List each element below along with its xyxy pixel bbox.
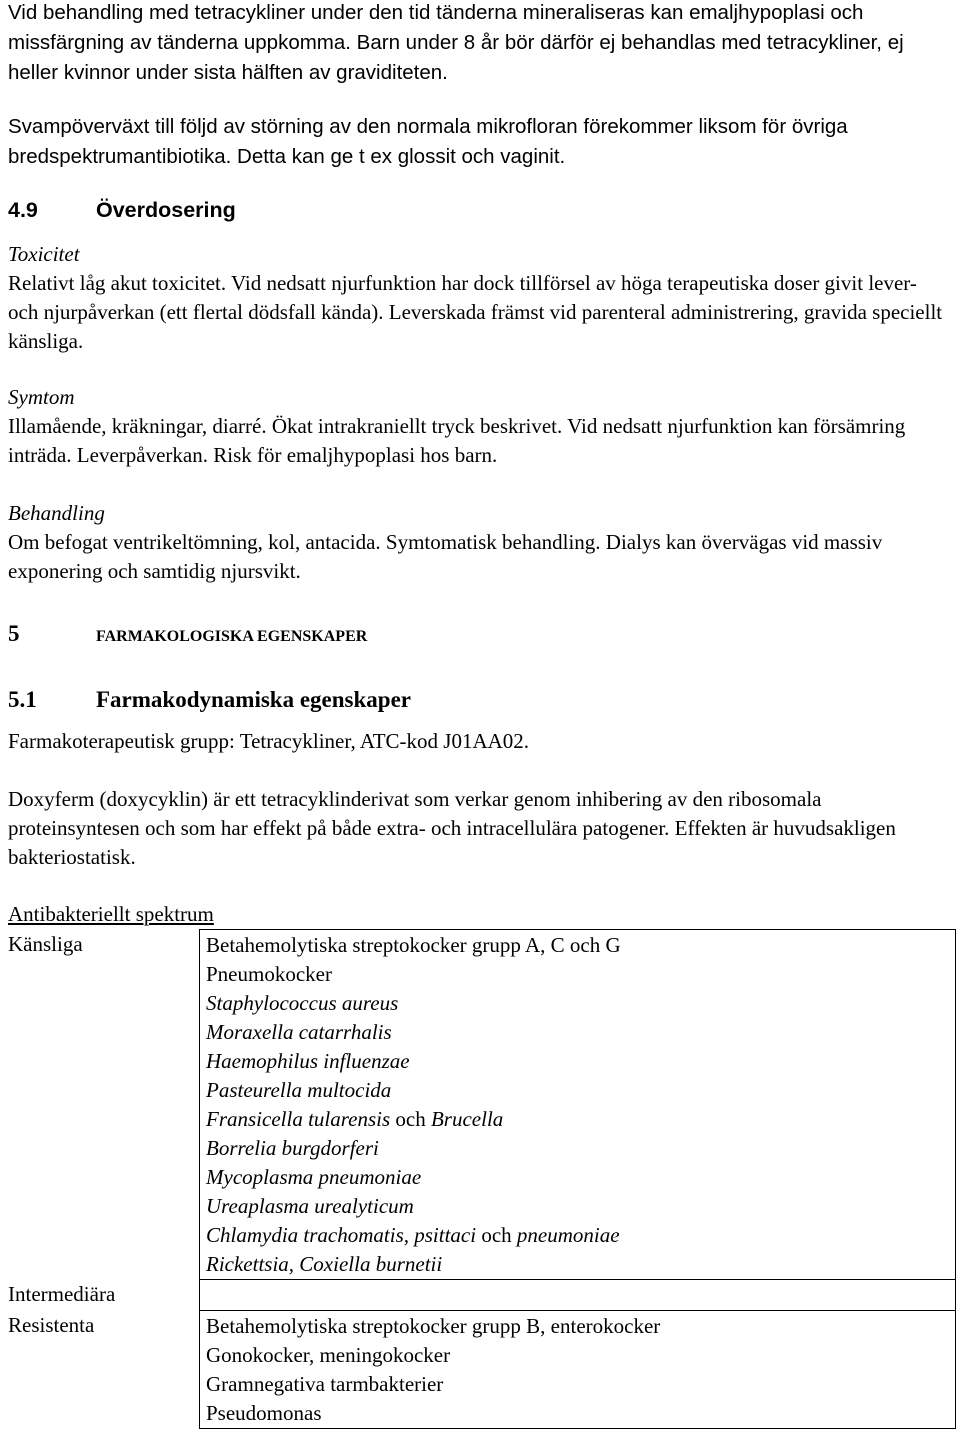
category-intermediate: Intermediära <box>8 1281 116 1306</box>
resistant-organisms <box>200 1311 956 1429</box>
category-resistant: Resistenta <box>8 1312 95 1337</box>
list-item: Gramnegativa tarmbakterier <box>206 1372 444 1396</box>
subheading-toxicitet: Toxicitet <box>8 242 80 266</box>
paragraph-tooth-warning: Vid behandling med tetracykliner under den tid tänderna mineraliseras kan emaljhypoplasi och missfärgning av tänderna uppkomma. Barn under 8 år bör därför ej behandlas med tetracykliner, ej heller kvinnor under sista hälften av graviditeten. <box>8 1 904 84</box>
spectrum-table <box>2 929 956 1429</box>
section-number: 5 <box>8 621 20 646</box>
intermediate-organisms <box>200 1280 956 1311</box>
heading-antibacterial-spectrum: Antibakteriellt spektrum <box>8 902 214 926</box>
organism-name: pneumoniae <box>516 1223 620 1247</box>
section-heading-5 <box>8 619 950 651</box>
paragraph-atc-group: Farmakoterapeutisk grupp: Tetracykliner, ATC-kod J01AA02. <box>8 729 530 753</box>
paragraph-doxyferm: Doxyferm (doxycyklin) är ett tetracyklinderivat som verkar genom inhibering av den ribosomala proteinsyntesen och som har effekt på både extra- och intracellulära patogener. Effekten är huvudsakligen bakteriostatisk. <box>8 787 896 869</box>
section-title: Farmakodynamiska egenskaper <box>96 687 411 712</box>
conjunction: och <box>476 1223 517 1247</box>
list-item: Staphylococcus aureus <box>206 991 399 1015</box>
list-item: Mycoplasma pneumoniae <box>206 1165 422 1189</box>
section-number: 5.1 <box>8 687 37 712</box>
list-item: Pasteurella multocida <box>206 1078 392 1102</box>
list-item <box>206 1221 949 1250</box>
list-item: Ureaplasma urealyticum <box>206 1194 414 1218</box>
table-row <box>2 930 956 1280</box>
table-row <box>2 1280 956 1311</box>
section-title: FARMAKOLOGISKA EGENSKAPER <box>96 628 368 645</box>
section-heading-4-9 <box>8 196 950 225</box>
subheading-symtom: Symtom <box>8 385 75 409</box>
list-item: Gonokocker, meningokocker <box>206 1343 451 1367</box>
list-item: Borrelia burgdorferi <box>206 1136 379 1160</box>
paragraph-behandling: Om befogat ventrikeltömning, kol, antacida. Symtomatisk behandling. Dialys kan övervägas vid massiv exponering och samtidig njursvikt. <box>8 530 883 583</box>
list-item: Pneumokocker <box>206 962 332 986</box>
section-title: Överdosering <box>96 198 236 222</box>
organism-name: Chlamydia trachomatis, psittaci <box>206 1223 477 1247</box>
list-item: Moraxella catarrhalis <box>206 1020 392 1044</box>
organism-name: Fransicella tularensis <box>206 1107 391 1131</box>
category-susceptible: Känsliga <box>8 931 83 956</box>
section-heading-5-1 <box>8 685 950 714</box>
paragraph-symtom: Illamående, kräkningar, diarré. Ökat intrakraniellt tryck beskrivet. Vid nedsatt njurfunktion kan försämring inträda. Leverpåverkan. Risk för emaljhypoplasi hos barn. <box>8 414 906 467</box>
subheading-behandling: Behandling <box>8 501 105 525</box>
list-item: Betahemolytiska streptokocker grupp B, enterokocker <box>206 1314 661 1338</box>
section-number: 4.9 <box>8 198 38 222</box>
list-item <box>206 1105 949 1134</box>
paragraph-toxicitet: Relativt låg akut toxicitet. Vid nedsatt njurfunktion har dock tillförsel av höga terapeutiska doser givit lever- och njurpåverkan (ett flertal dödsfall kända). Leverskada främst vid parenteral administrering, gravida speciellt känsliga. <box>8 271 943 353</box>
susceptible-organisms <box>200 930 956 1280</box>
conjunction: och <box>390 1107 431 1131</box>
list-item: Rickettsia, Coxiella burnetii <box>206 1252 443 1276</box>
paragraph-fungal-overgrowth: Svampöverväxt till följd av störning av den normala mikrofloran förekommer liksom för övriga bredspektrumantibiotika. Detta kan ge t ex glossit och vaginit. <box>8 115 848 168</box>
list-item: Betahemolytiska streptokocker grupp A, C och G <box>206 933 621 957</box>
list-item: Haemophilus influenzae <box>206 1049 410 1073</box>
organism-name: Brucella <box>430 1107 504 1131</box>
table-row <box>2 1311 956 1429</box>
list-item: Pseudomonas <box>206 1401 322 1425</box>
